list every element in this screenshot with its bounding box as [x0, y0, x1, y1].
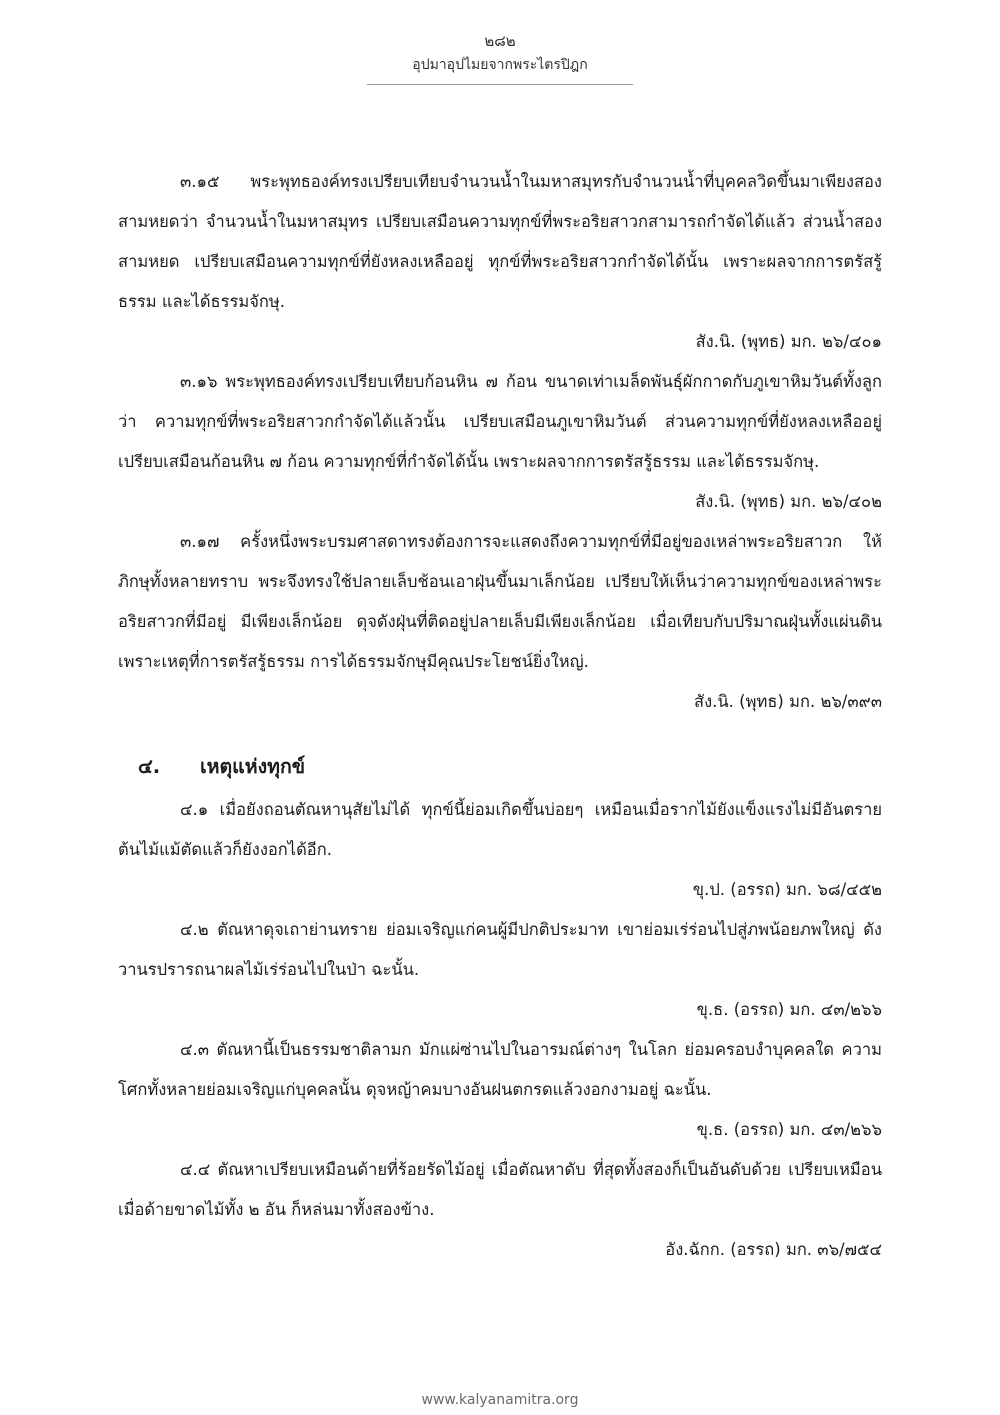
citation-4-3: ขุ.ธ. (อรรถ) มก. ๔๓/๒๖๖ [696, 1120, 882, 1139]
citation-4-1: ขุ.ป. (อรรถ) มก. ๖๘/๔๕๒ [692, 880, 882, 899]
citation-4-2: ขุ.ธ. (อรรถ) มก. ๔๓/๒๖๖ [696, 1000, 882, 1019]
section-number: ๔. [138, 755, 161, 778]
section-heading [118, 744, 882, 790]
paragraph-4-4: ๔.๔ ตัณหาเปรียบเหมือนด้ายที่ร้อยรัดไม้อยู่ เมื่อตัณหาดับ ที่สุดทั้งสองก็เป็นอันดับด้วย เปรียบเหมือนเมื่อด้ายขาดไม้ทั้ง ๒ อัน ก็หล่นมาทั้งสองข้าง. [118, 1160, 882, 1219]
paragraph-3-16: ๓.๑๖ พระพุทธองค์ทรงเปรียบเทียบก้อนหิน ๗ ก้อน ขนาดเท่าเมล็ดพันธุ์ผักกาดกับภูเขาหิมวันต์ทั้งลูกว่า ความทุกข์ที่พระอริยสาวกกำจัดได้แล้วนั้น เปรียบเสมือนภูเขาหิมวันต์ ส่วนความทุกข์ที่ยังหลงเหลืออยู่ เปรียบเสมือนก้อนหิน ๗ ก้อน ความทุกข์ที่กำจัดได้นั้น เพราะผลจากการตรัสรู้ธรรม และได้ธรรมจักษุ. [118, 372, 882, 471]
page-header [0, 30, 1000, 85]
citation-3-17: สัง.นิ. (พุทธ) มก. ๒๖/๓๙๓ [694, 692, 882, 711]
page-number: ๒๘๒ [484, 32, 516, 50]
book-title: อุปมาอุปไมยจากพระไตรปิฎก [412, 57, 588, 73]
section-title: เหตุแห่งทุกข์ [200, 755, 306, 778]
citation-4-4: อัง.ฉักก. (อรรถ) มก. ๓๖/๗๕๔ [665, 1240, 882, 1259]
paragraph-4-2: ๔.๒ ตัณหาดุจเถาย่านทราย ย่อมเจริญแก่คนผู้มีปกติประมาท เขาย่อมเร่ร่อนไปสู่ภพน้อยภพใหญ่ ดังวานรปรารถนาผลไม้เร่ร่อนไปในป่า ฉะนั้น. [118, 920, 882, 979]
footer-url: www.kalyanamitra.org [421, 1392, 579, 1408]
paragraph-3-15: ๓.๑๕ พระพุทธองค์ทรงเปรียบเทียบจำนวนน้ำในมหาสมุทรกับจำนวนน้ำที่บุคคลวิดขึ้นมาเพียงสองสามหยดว่า จำนวนน้ำในมหาสมุทร เปรียบเสมือนความทุกข์ที่พระอริยสาวกสามารถกำจัดได้แล้ว ส่วนน้ำสองสามหยด เปรียบเสมือนความทุกข์ที่ยังหลงเหลืออยู่ ทุกข์ที่พระอริยสาวกกำจัดได้นั้น เพราะผลจากการตรัสรู้ธรรม และได้ธรรมจักษุ. [118, 172, 882, 311]
paragraph-4-1: ๔.๑ เมื่อยังถอนตัณหานุสัยไม่ได้ ทุกข์นี้ย่อมเกิดขึ้นบ่อยๆ เหมือนเมื่อรากไม้ยังแข็งแรงไม่มีอันตราย ต้นไม้แม้ตัดแล้วก็ยังงอกได้อีก. [118, 800, 882, 859]
page-body [118, 162, 882, 1270]
citation-3-16: สัง.นิ. (พุทธ) มก. ๒๖/๔๐๒ [695, 492, 882, 511]
paragraph-3-17: ๓.๑๗ ครั้งหนึ่งพระบรมศาสดาทรงต้องการจะแสดงถึงความทุกข์ที่มีอยู่ของเหล่าพระอริยสาวก ให้ภิกษุทั้งหลายทราบ พระจึงทรงใช้ปลายเล็บช้อนเอาฝุ่นขึ้นมาเล็กน้อย เปรียบให้เห็นว่าความทุกข์ของเหล่าพระอริยสาวกที่มีอยู่ มีเพียงเล็กน้อย ดุจดังฝุ่นที่ติดอยู่ปลายเล็บมีเพียงเล็กน้อย เมื่อเทียบกับปริมาณฝุ่นทั้งแผ่นดิน เพราะเหตุที่การตรัสรู้ธรรม การได้ธรรมจักษุมีคุณประโยชน์ยิ่งใหญ่. [118, 532, 882, 671]
paragraph-4-3: ๔.๓ ตัณหานี้เป็นธรรมชาติลามก มักแผ่ซ่านไปในอารมณ์ต่างๆ ในโลก ย่อมครอบงำบุคคลใด ความโศกทั้งหลายย่อมเจริญแก่บุคคลนั้น ดุจหญ้าคมบางอันฝนตกรดแล้วงอกงามอยู่ ฉะนั้น. [118, 1040, 882, 1099]
citation-3-15: สัง.นิ. (พุทธ) มก. ๒๖/๔๐๑ [695, 332, 882, 351]
header-divider [367, 84, 633, 85]
